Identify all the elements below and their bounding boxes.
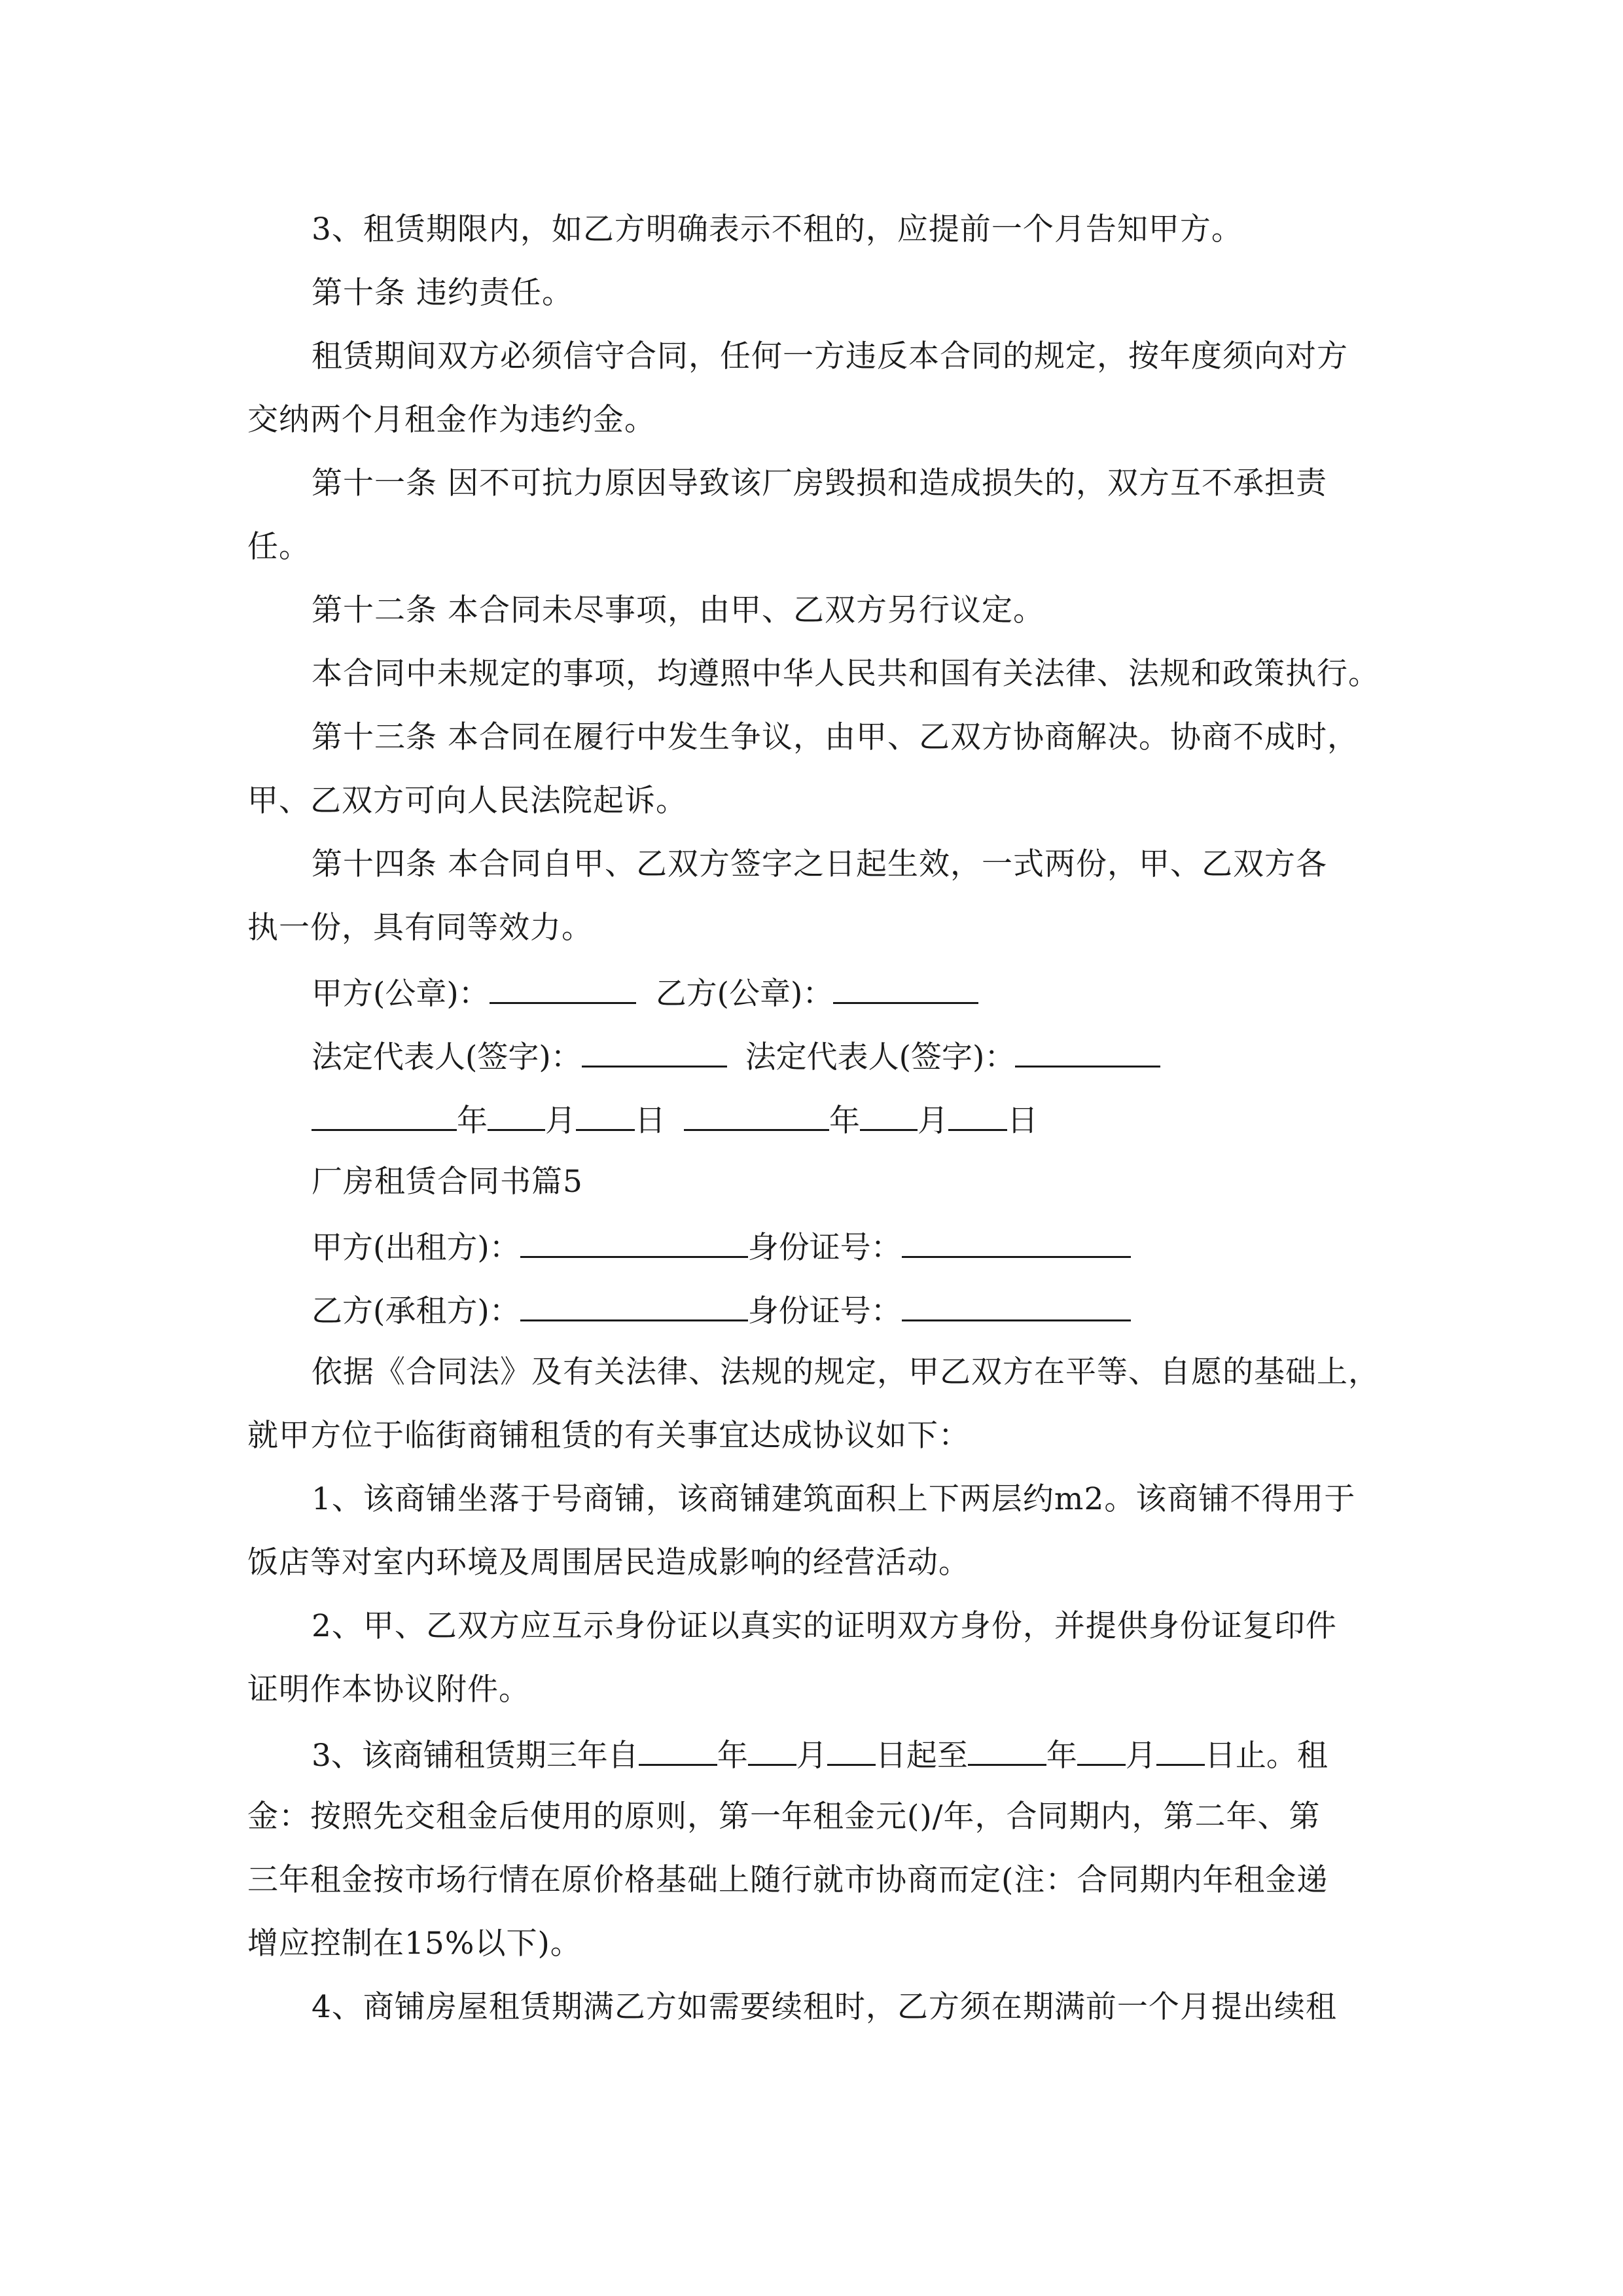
party-a-year-blank[interactable] bbox=[312, 1099, 457, 1131]
party-b-seal-blank[interactable] bbox=[833, 972, 978, 1004]
article-10-line1: 租赁期间双方必须信守合同，任何一方违反本合同的规定，按年度须向对方 bbox=[312, 338, 1348, 374]
article-12: 第十二条 本合同未尽事项，由甲、乙双方另行议定。 bbox=[312, 592, 1044, 628]
end-day-label: 日止。租 bbox=[1204, 1738, 1328, 1774]
party-b-day-label: 日 bbox=[1007, 1103, 1038, 1139]
party-a-day-blank[interactable] bbox=[576, 1099, 635, 1131]
party-a-month-label: 月 bbox=[545, 1103, 576, 1139]
end-year-blank[interactable] bbox=[968, 1734, 1046, 1766]
end-day-blank[interactable] bbox=[1156, 1734, 1205, 1766]
clause-1-line1: 1、该商铺坐落于号商铺，该商铺建筑面积上下两层约m2。该商铺不得用于 bbox=[312, 1481, 1356, 1517]
article-10-heading: 第十条 违约责任。 bbox=[312, 275, 573, 311]
party-b-rep-label: 法定代表人(签字)： bbox=[745, 1039, 1016, 1075]
lessee-id-blank[interactable] bbox=[902, 1289, 1131, 1321]
clause-3-prefix: 3、该商铺租赁期三年自 bbox=[312, 1738, 639, 1774]
clause-3-line2: 金：按照先交租金后使用的原则，第一年租金元()/年，合同期内，第二年、第 bbox=[247, 1799, 1321, 1835]
seal-row bbox=[312, 972, 978, 1011]
lessee-id-label: 身份证号： bbox=[747, 1293, 902, 1329]
preamble-line1: 依据《合同法》及有关法律、法规的规定，甲乙双方在平等、自愿的基础上， bbox=[312, 1354, 1380, 1390]
start-month-blank[interactable] bbox=[748, 1734, 796, 1766]
party-b-year-blank[interactable] bbox=[684, 1099, 829, 1131]
clause-3-line4: 增应控制在15%以下)。 bbox=[247, 1926, 582, 1962]
party-a-year-label: 年 bbox=[457, 1103, 488, 1139]
lessor-label: 甲方(出租方)： bbox=[312, 1230, 520, 1266]
start-day-label: 日起至 bbox=[875, 1738, 968, 1774]
article-14-line1: 第十四条 本合同自甲、乙双方签字之日起生效，一式两份，甲、乙双方各 bbox=[312, 846, 1327, 882]
party-b-month-blank[interactable] bbox=[860, 1099, 918, 1131]
party-b-rep-blank[interactable] bbox=[1015, 1035, 1160, 1067]
clause-3-line3: 三年租金按市场行情在原价格基础上随行就市协商而定(注：合同期内年租金递 bbox=[247, 1862, 1329, 1898]
paragraph-lease-term-3: 3、租赁期限内，如乙方明确表示不租的，应提前一个月告知甲方。 bbox=[312, 211, 1243, 247]
clause-1-line2: 饭店等对室内环境及周围居民造成影响的经营活动。 bbox=[247, 1545, 970, 1581]
end-month-blank[interactable] bbox=[1077, 1734, 1126, 1766]
lessor-row bbox=[312, 1226, 1131, 1265]
representative-row bbox=[312, 1035, 1160, 1075]
start-year-blank[interactable] bbox=[639, 1734, 717, 1766]
clause-3-line1 bbox=[312, 1734, 1328, 1773]
lessee-label: 乙方(承租方)： bbox=[312, 1293, 520, 1329]
clause-2-line2: 证明作本协议附件。 bbox=[247, 1672, 530, 1708]
party-b-year-label: 年 bbox=[829, 1103, 860, 1139]
date-row bbox=[312, 1099, 1038, 1138]
start-day-blank[interactable] bbox=[827, 1734, 876, 1766]
party-a-seal-label: 甲方(公章)： bbox=[312, 976, 490, 1012]
end-year-label: 年 bbox=[1046, 1738, 1077, 1774]
article-13-line1: 第十三条 本合同在履行中发生争议，由甲、乙双方协商解决。协商不成时， bbox=[312, 719, 1359, 755]
lessor-id-label: 身份证号： bbox=[747, 1230, 902, 1266]
lessor-name-blank[interactable] bbox=[520, 1226, 748, 1258]
section-title: 厂房租赁合同书篇5 bbox=[312, 1164, 583, 1200]
start-month-label: 月 bbox=[796, 1738, 827, 1774]
party-a-seal-blank[interactable] bbox=[490, 972, 636, 1004]
party-b-month-label: 月 bbox=[918, 1103, 948, 1139]
article-14-line2: 执一份，具有同等效力。 bbox=[247, 910, 593, 946]
article-10-line2: 交纳两个月租金作为违约金。 bbox=[247, 402, 656, 438]
party-b-day-blank[interactable] bbox=[948, 1099, 1007, 1131]
preamble-line2: 就甲方位于临街商铺租赁的有关事宜达成协议如下： bbox=[247, 1418, 970, 1454]
article-13-line2: 甲、乙双方可向人民法院起诉。 bbox=[247, 783, 687, 819]
start-year-label: 年 bbox=[717, 1738, 748, 1774]
party-a-day-label: 日 bbox=[635, 1103, 666, 1139]
clause-4-line1: 4、商铺房屋租赁期满乙方如需要续租时，乙方须在期满前一个月提出续租 bbox=[312, 1989, 1337, 2025]
party-b-seal-label: 乙方(公章)： bbox=[655, 976, 834, 1012]
clause-2-line1: 2、甲、乙双方应互示身份证以真实的证明双方身份，并提供身份证复印件 bbox=[312, 1608, 1337, 1644]
party-a-month-blank[interactable] bbox=[488, 1099, 545, 1131]
lessee-row bbox=[312, 1289, 1131, 1329]
paragraph-unspecified-matters: 本合同中未规定的事项，均遵照中华人民共和国有关法律、法规和政策执行。 bbox=[312, 656, 1380, 692]
lessor-id-blank[interactable] bbox=[902, 1226, 1131, 1258]
end-month-label: 月 bbox=[1125, 1738, 1156, 1774]
lessee-name-blank[interactable] bbox=[520, 1289, 748, 1321]
article-11-line2: 任。 bbox=[247, 529, 310, 565]
article-11-line1: 第十一条 因不可抗力原因导致该厂房毁损和造成损失的，双方互不承担责 bbox=[312, 465, 1327, 501]
party-a-rep-label: 法定代表人(签字)： bbox=[312, 1039, 582, 1075]
party-a-rep-blank[interactable] bbox=[582, 1035, 727, 1067]
